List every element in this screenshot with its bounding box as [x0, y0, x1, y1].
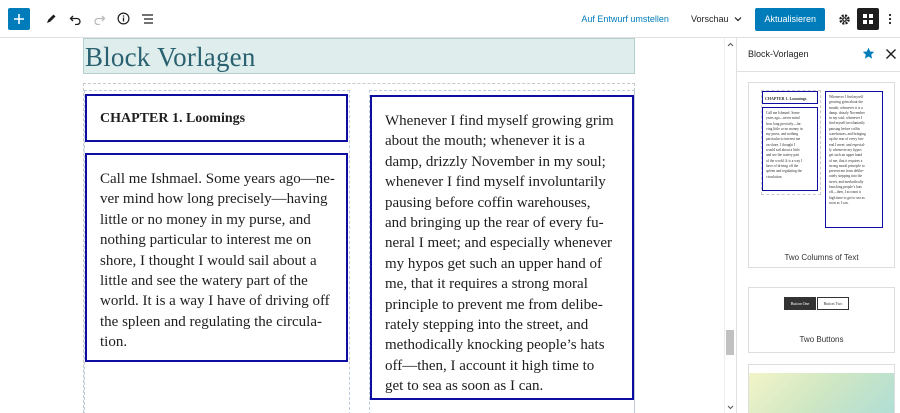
paragraph-line: nothing particular to interest me on [100, 232, 312, 249]
undo-button[interactable] [63, 7, 87, 31]
preview-line: of the world. It is a way I [766, 158, 803, 163]
preview-line: street, and methodically [829, 179, 864, 184]
paragraph-line: off—then, I account it high time to [385, 357, 595, 374]
paragraph-line: little and see the watery part of the [100, 272, 308, 289]
heading-block[interactable] [83, 38, 635, 74]
preview-line: spleen and regulating the [766, 169, 803, 174]
star-icon [862, 47, 875, 60]
block-patterns-sidebar [736, 38, 900, 413]
preview-line: mouth; whenever it is a [829, 105, 863, 110]
add-block-button[interactable] [8, 8, 30, 30]
preview-line: Whenever I find myself [829, 95, 864, 99]
undo-icon [69, 13, 82, 25]
close-icon [885, 48, 897, 60]
preview-line: have of driving off the [766, 163, 799, 168]
preview-dropdown[interactable] [691, 14, 743, 24]
plus-icon [13, 13, 25, 25]
paragraph-line: neral I meet; and especially whenever [385, 235, 612, 252]
sidebar-header [737, 38, 900, 72]
redo-icon [93, 13, 106, 25]
paragraph-right-text[interactable] [385, 111, 614, 396]
chevron-down-icon [727, 405, 734, 410]
preview-line: off—then, I account it [829, 190, 861, 195]
editor-toolbar [0, 0, 900, 38]
sidebar-title: Block-Vorlagen [748, 49, 809, 59]
preview-line: strong moral principle to [829, 163, 865, 168]
paragraph-line: ver mind how long precisely—having [100, 191, 328, 208]
paragraph-line: the spleen and regulating the circula- [100, 313, 322, 330]
paragraph-line: get to sea as soon as I can. [385, 378, 544, 395]
scrollbar-thumb[interactable] [726, 330, 734, 355]
preview-line: get such an upper hand [829, 153, 863, 158]
update-button[interactable]: Aktualisieren [755, 8, 825, 31]
more-vertical-icon [888, 13, 892, 25]
preview-line: my purse, and nothing [766, 132, 799, 137]
chapter-title[interactable]: CHAPTER 1. Loomings [100, 111, 246, 126]
list-view-button[interactable] [135, 7, 159, 31]
paragraph-line: shore, I thought I would sail about a [100, 252, 317, 269]
paragraph-line: Whenever I find myself growing grim [385, 113, 614, 129]
preview-line: how long precisely—ha- [766, 121, 802, 126]
preview-button-one: Button One [784, 297, 816, 310]
paragraph-line: methodically knocking people’s hats [385, 337, 605, 354]
preview-line: growing grim about the [829, 100, 863, 105]
paragraph-line: Call me Ishmael. Some years ago—ne- [100, 171, 335, 187]
preview-line: and see the watery part [766, 153, 800, 158]
preview-line: Call me Ishmael. Some [766, 111, 800, 115]
paragraph-line: world. It is a way I have of driving off [100, 293, 330, 310]
chapter-title-block[interactable] [85, 94, 348, 142]
toolbar-right-group [581, 0, 900, 38]
paragraph-line: rately stepping into the street, and [385, 316, 589, 333]
pen-icon [45, 13, 57, 25]
paragraph-line: pausing before coffin warehouses, [385, 194, 591, 211]
preview-line: of me, that it requires a [829, 158, 863, 163]
preview-left-paragraph [762, 107, 818, 191]
preview-line: soon as I can. [829, 200, 849, 205]
close-sidebar-button[interactable] [885, 47, 897, 65]
paragraph-line: little or no money in my purse, and [100, 211, 311, 228]
preview-line: knocking people’s hats [829, 185, 862, 190]
paragraph-line: my hypos get such an upper hand of [385, 255, 603, 272]
page-heading[interactable]: Block Vorlagen [85, 42, 256, 72]
block-patterns-panel-toggle[interactable] [857, 8, 879, 30]
paragraph-block-left[interactable] [85, 153, 348, 362]
preview-line: prevent me from delibe- [829, 169, 864, 174]
preview-right-paragraph [825, 91, 883, 228]
preview-line: particular to interest me [766, 137, 801, 142]
preview-line: high time to get to sea as [829, 195, 865, 200]
options-button[interactable] [882, 7, 898, 31]
list-view-icon [141, 13, 154, 25]
editor-canvas [0, 38, 724, 413]
preview-line: find myself involuntarily [829, 121, 865, 126]
panel-toggle-icon [862, 13, 874, 25]
paragraph-line: about the mouth; whenever it is a [385, 133, 585, 150]
paragraph-left-text[interactable] [100, 169, 335, 353]
chevron-up-icon [727, 42, 734, 47]
info-icon [117, 12, 130, 25]
paragraph-line: whenever I find myself involuntarily [385, 174, 606, 191]
preview-gradient-cover [749, 373, 894, 413]
pattern-two-buttons[interactable] [748, 287, 895, 353]
editor-scrollbar[interactable] [724, 38, 736, 413]
preview-line: up the rear of every fun- [829, 137, 865, 142]
redo-button[interactable] [87, 7, 111, 31]
preview-line: damp, drizzly November [829, 110, 865, 115]
paragraph-line: damp, drizzly November in my soul; [385, 153, 606, 170]
scroll-down-button[interactable] [726, 403, 734, 411]
pattern-two-columns-of-text[interactable] [748, 82, 895, 268]
switch-to-draft-link[interactable]: Auf Entwurf umstellen [581, 14, 669, 24]
preview-line: rately stepping into the [829, 174, 863, 179]
settings-button[interactable] [833, 7, 855, 31]
pin-sidebar-button[interactable] [862, 47, 875, 65]
preview-line: would sail about a little [766, 148, 800, 153]
preview-line: eral I meet; and especial- [829, 142, 866, 147]
preview-line: circulation. [766, 174, 783, 179]
details-button[interactable] [111, 7, 135, 31]
preview-right-text [829, 95, 866, 206]
pattern-label: Two Columns of Text [784, 253, 859, 262]
scroll-up-button[interactable] [726, 40, 734, 48]
preview-line: ly whenever my hypos [829, 147, 862, 152]
gear-icon [838, 13, 851, 26]
paragraph-line: me, that it requires a strong moral [385, 276, 588, 293]
paragraph-line: principle to prevent me from delibe- [385, 296, 603, 313]
preview-button-two: Button Two [817, 297, 849, 310]
preview-line: ving little or no money in [766, 126, 803, 131]
preview-line: in my soul; whenever I [829, 116, 863, 121]
pattern-gradient-cover[interactable] [748, 364, 895, 413]
preview-label: Vorschau [690, 14, 729, 24]
paragraph-line: and bringing up the rear of every fu- [385, 214, 604, 231]
preview-line: warehouses, and bringing [829, 132, 866, 137]
preview-chapter-title: CHAPTER 1. Loomings [762, 91, 818, 104]
paragraph-line: tion. [100, 334, 128, 351]
pattern-label: Two Buttons [799, 335, 844, 344]
preview-line: on shore, I thought I [766, 142, 796, 147]
tools-button[interactable] [39, 7, 63, 31]
preview-left-text [766, 111, 803, 180]
chevron-down-icon [734, 16, 742, 22]
preview-line: years ago—never mind [766, 116, 800, 121]
toolbar-left-group [0, 0, 159, 37]
paragraph-block-right[interactable] [370, 95, 634, 400]
preview-line: pausing before coffin [829, 126, 860, 131]
